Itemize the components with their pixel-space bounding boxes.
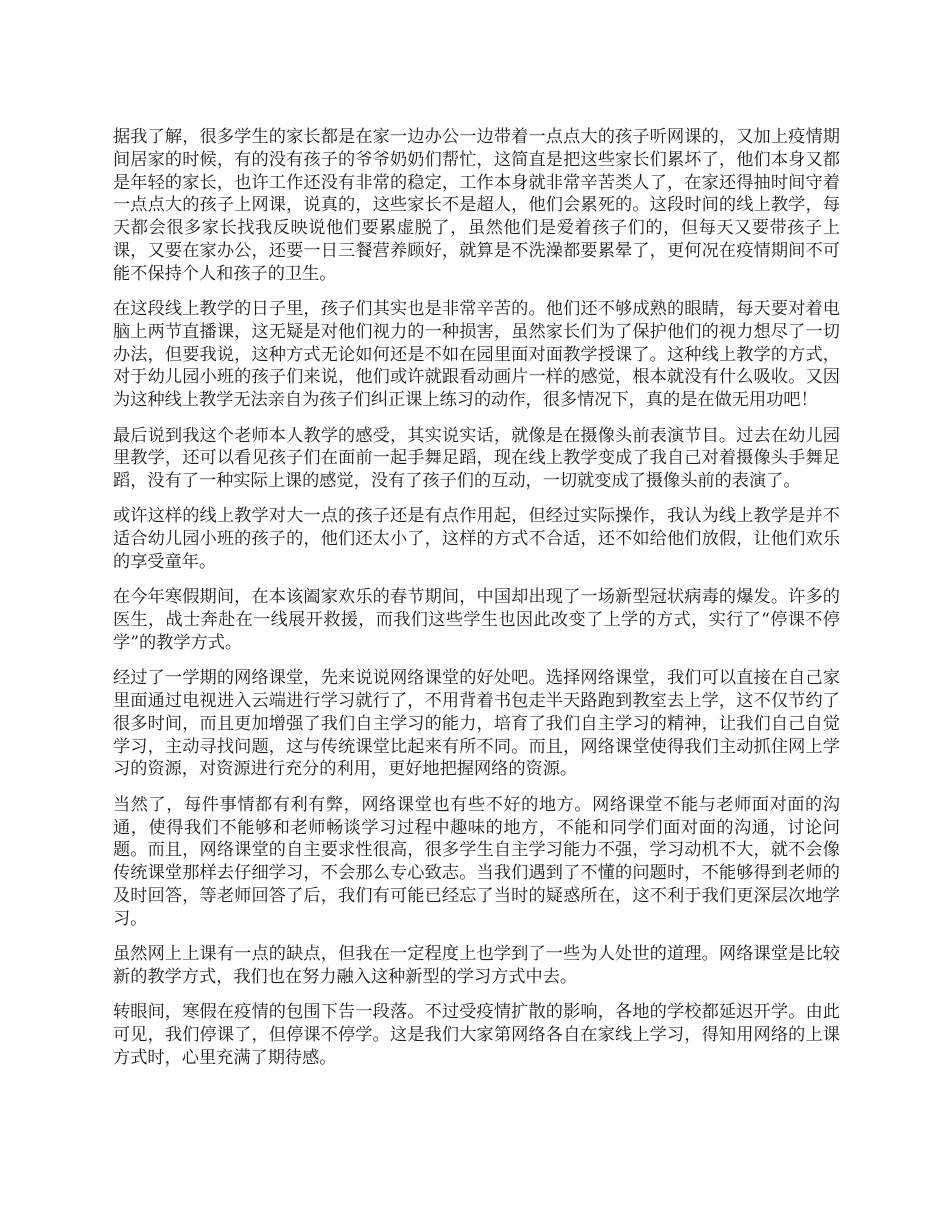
paragraph-2: 在这段线上教学的日子里，孩子们其实也是非常辛苦的。他们还不够成熟的眼睛，每天要对着电脑上两节直播课，这无疑是对他们视力的一种损害，虽然家长们为了保护他们的视力想尽了一切办法，但要我说，这种方式无论如何还是不如在园里面对面教学授课了。这种线上教学的方式，对于幼儿园小班的孩子们来说，他们或许就跟看动画片一样的感觉，根本就没有什么吸收。又因为这种线上教学无法亲自为孩子们纠正课上练习的动作，很多情况下，真的是在做无用功吧！ bbox=[113, 299, 840, 411]
paragraph-1: 据我了解，很多学生的家长都是在家一边办公一边带着一点点大的孩子听网课的，又加上疫情期间居家的时候，有的没有孩子的爷爷奶奶们帮忙，这简直是把这些家长们累坏了，他们本身又都是年轻的家长，也许工作还没有非常的稳定，工作本身就非常辛苦类人了，在家还得抽时间守着一点点大的孩子上网课，说真的，这些家长不是超人，他们会累死的。这段时间的线上教学，每天都会很多家长找我反映说他们要累虚脱了，虽然他们是爱着孩子们的，但每天又要带孩子上课，又要在家办公，还要一日三餐营养顾好，就算是不洗澡都要累晕了，更何况在疫情期间不可能不保持个人和孩子的卫生。 bbox=[113, 127, 840, 284]
paragraph-7: 当然了，每件事情都有利有弊，网络课堂也有些不好的地方。网络课堂不能与老师面对面的沟通，使得我们不能够和老师畅谈学习过程中趣味的地方，不能和同学们面对面的沟通，讨论问题。而且，网络课堂的自主要求性很高，很多学生自主学习能力不强，学习动机不大，就不会像传统课堂那样去仔细学习，不会那么专心致志。当我们遇到了不懂的问题时，不能够得到老师的及时回答，等老师回答了后，我们有可能已经忘了当时的疑惑所在，这不利于我们更深层次地学习。 bbox=[113, 794, 840, 929]
paragraph-6: 经过了一学期的网络课堂，先来说说网络课堂的好处吧。选择网络课堂，我们可以直接在自己家里面通过电视进入云端进行学习就行了，不用背着书包走半天路跑到教室去上学，这不仅节约了很多时间，而且更加增强了我们自主学习的能力，培育了我们自主学习的精神，让我们自己自觉学习，主动寻找问题，这与传统课堂比起来有所不同。而且，网络课堂使得我们主动抓住网上学习的资源，对资源进行充分的利用，更好地把握网络的资源。 bbox=[113, 668, 840, 780]
paragraph-4: 或许这样的线上教学对大一点的孩子还是有点作用起，但经过实际操作，我认为线上教学是并不适合幼儿园小班的孩子的，他们还太小了，这样的方式不合适，还不如给他们放假，让他们欢乐的享受童年。 bbox=[113, 506, 840, 573]
paragraph-9: 转眼间，寒假在疫情的包围下告一段落。不过受疫情扩散的影响，各地的学校都延迟开学。由此可见，我们停课了，但停课不停学。这是我们大家第网络各自在家线上学习，得知用网络的上课方式时，心里充满了期待感。 bbox=[113, 1002, 840, 1068]
paragraph-3: 最后说到我这个老师本人教学的感受，其实说实话，就像是在摄像头前表演节目。过去在幼儿园里教学，还可以看见孩子们在面前一起手舞足蹈，现在线上教学变成了我自己对着摄像头手舞足蹈，没有了一种实际上课的感觉，没有了孩子们的互动，一切就变成了摄像头前的表演了。 bbox=[113, 425, 840, 492]
paragraph-5: 在今年寒假期间，在本该阖家欢乐的春节期间，中国却出现了一场新型冠状病毒的爆发。许多的医生，战士奔赴在一线展开救援，而我们这些学生也因此改变了上学的方式，实行了“停课不停学”的教学方式。 bbox=[113, 587, 840, 653]
paragraph-8: 虽然网上上课有一点的缺点，但我在一定程度上也学到了一些为人处世的道理。网络课堂是比较新的教学方式，我们也在努力融入这种新型的学习方式中去。 bbox=[113, 944, 840, 987]
document-body bbox=[113, 126, 840, 1082]
